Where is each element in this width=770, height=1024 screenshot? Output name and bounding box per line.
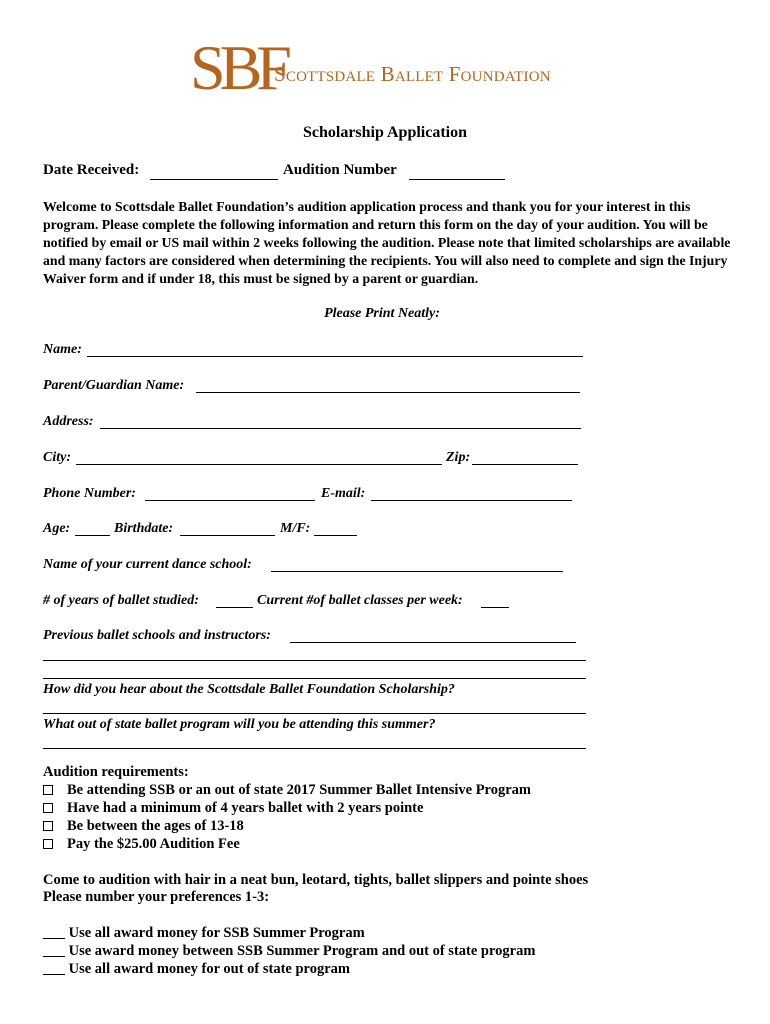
prev-schools-field[interactable] bbox=[290, 642, 576, 643]
city-field[interactable] bbox=[76, 464, 442, 465]
name-field[interactable] bbox=[87, 356, 583, 357]
classes-label: Current #of ballet classes per week: bbox=[257, 593, 463, 608]
out-of-state-label: What out of state ballet program will you be attending this summer? bbox=[43, 717, 436, 732]
logo-name: Scottsdale Ballet Foundation bbox=[274, 62, 551, 86]
checkbox-icon[interactable] bbox=[43, 821, 53, 831]
hear-field[interactable] bbox=[43, 713, 586, 714]
classes-field[interactable] bbox=[481, 607, 509, 608]
email-field[interactable] bbox=[371, 500, 572, 501]
age-label: Age: bbox=[43, 521, 71, 536]
audition-number-field[interactable] bbox=[409, 179, 505, 180]
city-label: City: bbox=[43, 450, 71, 465]
years-field[interactable] bbox=[216, 607, 253, 608]
preference-rank-field[interactable] bbox=[43, 956, 65, 957]
age-field[interactable] bbox=[75, 535, 110, 536]
page-title: Scholarship Application bbox=[302, 124, 468, 141]
intro-paragraph: Welcome to Scottsdale Ballet Foundation’s audition application process and thank you for your interest in this program. Please complete the following information and return this form on the day of your audition. You will be notified by email or US mail within 2 weeks following the audition. Please note that limited scholarships are available and many factors are considered when determining the recipients. You will also need to complete and sign the Injury Waiver form and if under 18, this must be signed by a parent or guardian. bbox=[43, 199, 731, 286]
preferences-heading: Please number your preferences 1-3: bbox=[43, 889, 270, 905]
zip-field[interactable] bbox=[472, 464, 578, 465]
print-note: Please Print Neatly: bbox=[324, 306, 440, 321]
logo-monogram: SBF bbox=[190, 32, 286, 103]
requirement-item: Be between the ages of 13-18 bbox=[43, 818, 244, 835]
preference-item: Use all award money for SSB Summer Program bbox=[43, 925, 365, 942]
preference-rank-field[interactable] bbox=[43, 974, 65, 975]
zip-label: Zip: bbox=[446, 450, 471, 465]
mf-field[interactable] bbox=[314, 535, 357, 536]
requirement-item: Pay the $25.00 Audition Fee bbox=[43, 836, 240, 853]
prev-schools-line-3[interactable] bbox=[43, 678, 586, 679]
checkbox-icon[interactable] bbox=[43, 803, 53, 813]
audition-number-label: Audition Number bbox=[283, 162, 397, 178]
attire-note: Come to audition with hair in a neat bun, leotard, tights, ballet slippers and pointe shoes bbox=[43, 872, 589, 888]
requirements-heading: Audition requirements: bbox=[43, 764, 189, 780]
mf-label: M/F: bbox=[280, 521, 311, 536]
guardian-label: Parent/Guardian Name: bbox=[43, 378, 185, 393]
address-field[interactable] bbox=[100, 428, 581, 429]
address-label: Address: bbox=[43, 414, 94, 429]
requirement-item: Have had a minimum of 4 years ballet with 2 years pointe bbox=[43, 800, 423, 817]
preference-item: Use all award money for out of state program bbox=[43, 961, 350, 978]
years-label: # of years of ballet studied: bbox=[43, 593, 199, 608]
email-label: E-mail: bbox=[321, 486, 366, 501]
out-of-state-field[interactable] bbox=[43, 748, 586, 749]
birthdate-field[interactable] bbox=[180, 535, 275, 536]
phone-field[interactable] bbox=[145, 500, 315, 501]
preference-rank-field[interactable] bbox=[43, 938, 65, 939]
name-label: Name: bbox=[43, 342, 82, 357]
date-received-label: Date Received: bbox=[43, 162, 140, 178]
guardian-field[interactable] bbox=[196, 392, 580, 393]
checkbox-icon[interactable] bbox=[43, 839, 53, 849]
school-label: Name of your current dance school: bbox=[43, 557, 252, 572]
hear-label: How did you hear about the Scottsdale Ballet Foundation Scholarship? bbox=[43, 682, 455, 697]
prev-schools-line-2[interactable] bbox=[43, 660, 586, 661]
date-received-field[interactable] bbox=[150, 179, 278, 180]
birthdate-label: Birthdate: bbox=[114, 521, 174, 536]
requirement-item: Be attending SSB or an out of state 2017 Summer Ballet Intensive Program bbox=[43, 782, 531, 799]
preference-item: Use award money between SSB Summer Program and out of state program bbox=[43, 943, 535, 960]
school-field[interactable] bbox=[271, 571, 563, 572]
phone-label: Phone Number: bbox=[43, 486, 136, 501]
prev-schools-label: Previous ballet schools and instructors: bbox=[43, 628, 271, 643]
checkbox-icon[interactable] bbox=[43, 785, 53, 795]
